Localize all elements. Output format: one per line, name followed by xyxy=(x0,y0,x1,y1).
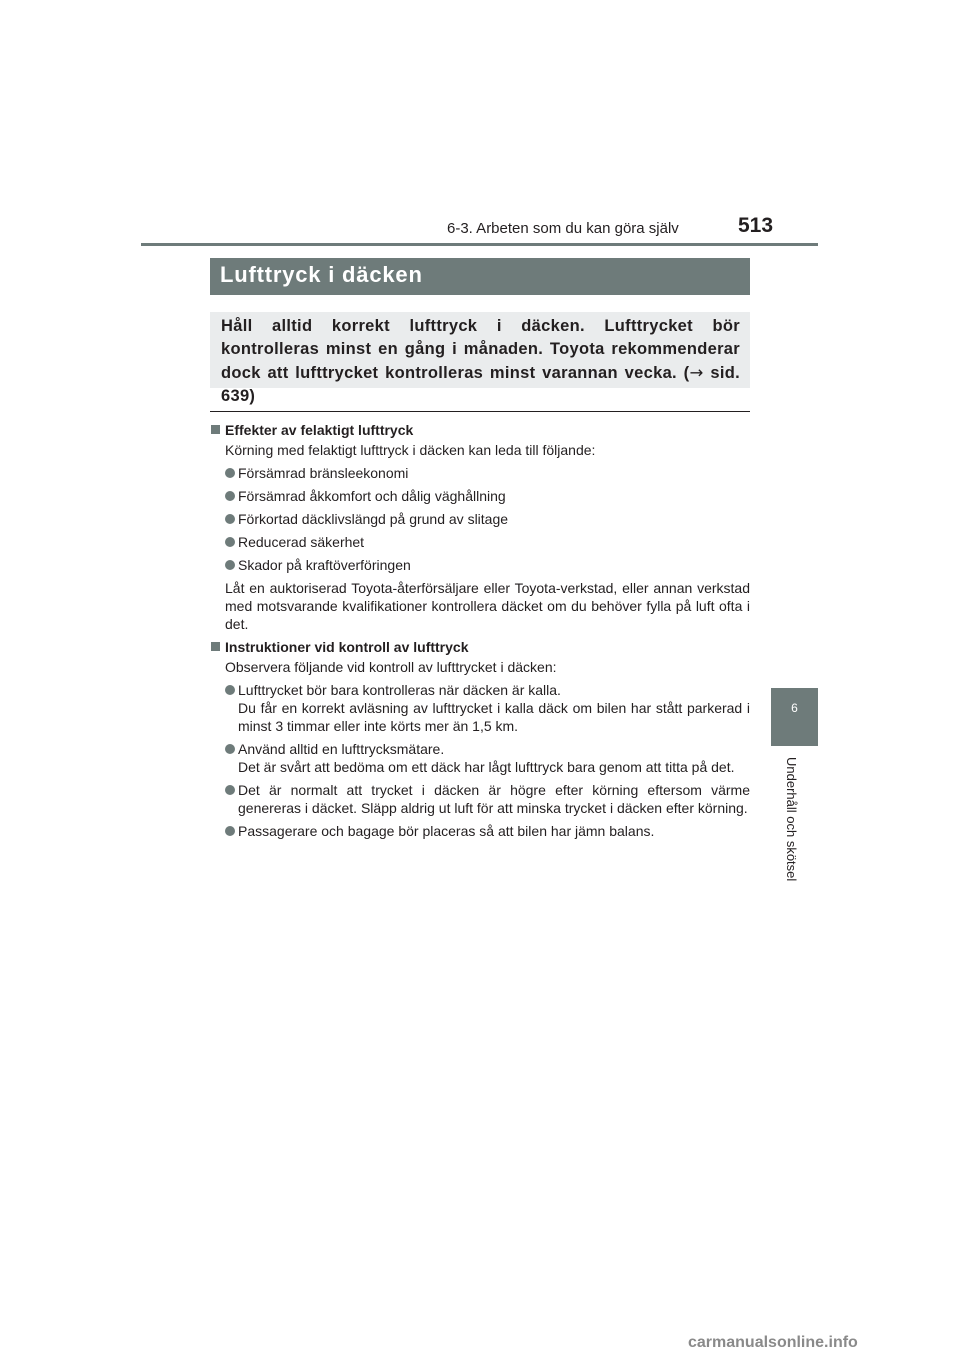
header-section-title: 6-3. Arbeten som du kan göra själv xyxy=(447,220,679,237)
list-item-text: Förkortad däcklivslängd på grund av slitage xyxy=(238,511,509,527)
section-title-text: Effekter av felaktigt lufttryck xyxy=(225,422,414,438)
list-item-text: Skador på kraftöverföringen xyxy=(238,557,411,573)
page-number: 513 xyxy=(738,214,774,237)
circle-bullet-icon xyxy=(225,785,235,795)
page-title: Lufttryck i däcken xyxy=(220,262,423,287)
square-bullet-icon xyxy=(211,642,220,651)
section-instructions-intro: Observera följande vid kontroll av lufttrycket i däcken: xyxy=(225,659,557,675)
list-item xyxy=(210,781,750,817)
section-effects-title xyxy=(210,421,750,439)
section-effects-intro: Körning med felaktigt lufttryck i däcken kan leda till följande: xyxy=(225,442,596,458)
circle-bullet-icon xyxy=(225,491,235,501)
content xyxy=(210,419,750,840)
circle-bullet-icon xyxy=(225,537,235,547)
list-item xyxy=(210,510,750,528)
list-item-line1: Använd alltid en lufttrycksmätare. xyxy=(238,741,445,757)
chapter-number: 6 xyxy=(791,701,798,715)
list-item-line1: Passagerare och bagage bör placeras så att bilen har jämn balans. xyxy=(238,823,655,839)
body-divider xyxy=(210,411,750,412)
list-item-text: Försämrad bränsleekonomi xyxy=(238,465,409,481)
list-item xyxy=(210,822,750,840)
section-instructions-title xyxy=(210,638,750,656)
list-item xyxy=(210,533,750,551)
list-item-text: Försämrad åkkomfort och dålig väghållning xyxy=(238,488,506,504)
list-item-text: Reducerad säkerhet xyxy=(238,534,365,550)
chapter-label: Underhåll och skötsel xyxy=(784,757,799,882)
list-item xyxy=(210,681,750,735)
watermark: carmanualsonline.info xyxy=(688,1334,858,1351)
chapter-tab xyxy=(771,688,818,746)
list-item xyxy=(210,740,750,776)
intro-page-ref: sid. 639) xyxy=(221,364,740,405)
circle-bullet-icon xyxy=(225,685,235,695)
list-item xyxy=(210,487,750,505)
arrow-icon: → xyxy=(689,363,704,382)
circle-bullet-icon xyxy=(225,514,235,524)
circle-bullet-icon xyxy=(225,560,235,570)
intro-box xyxy=(210,312,750,405)
list-item-line2: Det är svårt att bedöma om ett däck har lågt lufttryck bara genom att titta på det. xyxy=(238,759,735,775)
section-effects-closing: Låt en auktoriserad Toyota-återförsäljare eller Toyota-verkstad, eller annan verkstad med motsvarande kvalifikationer kontrollera däcket om du behöver fylla på luft ofta i det. xyxy=(225,580,750,632)
list-item xyxy=(210,464,750,482)
square-bullet-icon xyxy=(211,425,220,434)
list-item xyxy=(210,556,750,574)
section-title-text: Instruktioner vid kontroll av lufttryck xyxy=(225,639,469,655)
intro-text xyxy=(221,315,740,408)
list-item-line1: Lufttrycket bör bara kontrolleras när däcken är kalla. xyxy=(238,682,561,698)
circle-bullet-icon xyxy=(225,744,235,754)
intro-text-main: Håll alltid korrekt lufttryck i däcken. Lufttrycket bör kontrolleras minst en gång i månaden. Toyota rekommenderar dock att lufttrycket kontrolleras minst varannan vecka. ( xyxy=(221,317,740,382)
circle-bullet-icon xyxy=(225,826,235,836)
list-item-line2: Du får en korrekt avläsning av lufttrycket i kalla däck om bilen har stått parkerad i minst 3 timmar eller inte körts mer än 1,5 km. xyxy=(238,700,750,734)
circle-bullet-icon xyxy=(225,468,235,478)
list-item-line1: Det är normalt att trycket i däcken är högre efter körning eftersom värme genereras i däcket. Släpp aldrig ut luft för att minska trycket i däcken efter körning. xyxy=(238,782,750,816)
title-bar xyxy=(210,258,750,295)
header-divider xyxy=(141,243,818,246)
